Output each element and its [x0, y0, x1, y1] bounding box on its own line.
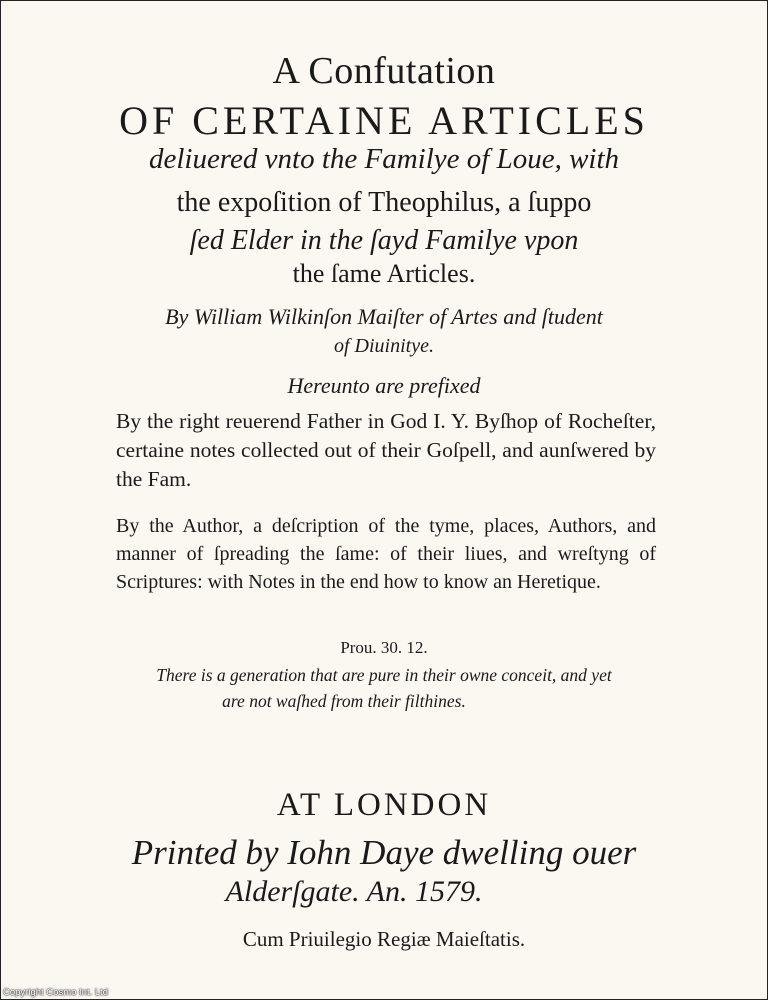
epigraph-line-1: There is a generation that are pure in their owne conceit, and yet: [156, 665, 612, 685]
author-line-2: of Diuinitye.: [334, 335, 434, 357]
paragraph-bishop-notes: By the right reuerend Father in God I. Y. Byſhop of Rocheſter, certaine notes collected out of their Goſpell, and aunſwered by the Fam.: [116, 409, 656, 491]
imprint-place: AT LONDON: [276, 787, 492, 823]
title-line-3: deliuered vnto the Familye of Loue, with: [148, 143, 620, 175]
title-line-2: OF CERTAINE ARTICLES: [119, 98, 649, 143]
epigraph-line-2: are not waſhed from their filthines.: [222, 691, 466, 711]
imprint-printer-line-2: Alderſgate. An. 1579.: [225, 875, 483, 908]
title-line-6: the ſame Articles.: [292, 259, 476, 288]
author-line-1: By William Wilkinſon Maiſter of Artes and ſtudent: [165, 304, 603, 329]
paragraph-author-description: By the Author, a deſcription of the tyme, places, Authors, and manner of ſpreading the ſame: of their liues, and wreſtyng of Scriptures: with Notes in the end how to know an Heretique.: [116, 515, 656, 593]
copyright-watermark: Copyright Cosmo Int. Ltd: [3, 987, 109, 998]
epigraph-reference: Prou. 30. 12.: [340, 638, 428, 657]
prefixed-heading: Hereunto are prefixed: [287, 373, 481, 398]
imprint-printer-line-1: Printed by Iohn Daye dwelling ouer: [131, 833, 637, 872]
title-line-5: ſed Elder in the ſayd Familye vpon: [189, 225, 579, 256]
title-line-1: A Confutation: [272, 50, 496, 92]
title-page: [1, 1, 767, 999]
title-line-4: the expoſition of Theophilus, a ſuppo: [176, 187, 592, 218]
imprint-privilege: Cum Priuilegio Regiæ Maieſtatis.: [242, 927, 526, 951]
